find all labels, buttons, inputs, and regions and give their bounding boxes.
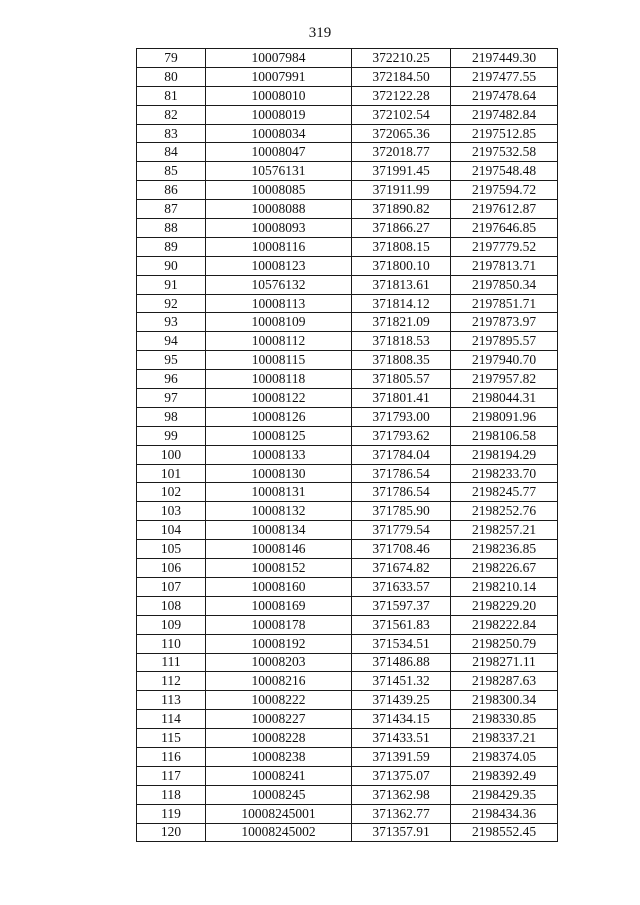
x-coordinate-cell: 372184.50 <box>352 67 451 86</box>
y-coordinate-cell: 2198250.79 <box>451 634 558 653</box>
point-id-cell: 10008047 <box>206 143 352 162</box>
table-row <box>137 747 558 766</box>
x-coordinate-cell: 371808.35 <box>352 351 451 370</box>
point-id-cell: 10008130 <box>206 464 352 483</box>
row-number-cell: 83 <box>137 124 206 143</box>
x-coordinate-cell: 371818.53 <box>352 332 451 351</box>
row-number-cell: 113 <box>137 691 206 710</box>
y-coordinate-cell: 2198245.77 <box>451 483 558 502</box>
x-coordinate-cell: 371362.77 <box>352 804 451 823</box>
table-row <box>137 181 558 200</box>
point-id-cell: 10008088 <box>206 200 352 219</box>
x-coordinate-cell: 371486.88 <box>352 653 451 672</box>
x-coordinate-cell: 371784.04 <box>352 445 451 464</box>
table-row <box>137 143 558 162</box>
row-number-cell: 119 <box>137 804 206 823</box>
x-coordinate-cell: 371375.07 <box>352 766 451 785</box>
row-number-cell: 91 <box>137 275 206 294</box>
row-number-cell: 88 <box>137 219 206 238</box>
y-coordinate-cell: 2198222.84 <box>451 615 558 634</box>
x-coordinate-cell: 371674.82 <box>352 559 451 578</box>
row-number-cell: 89 <box>137 237 206 256</box>
table-row <box>137 49 558 68</box>
table-row <box>137 219 558 238</box>
y-coordinate-cell: 2197957.82 <box>451 370 558 389</box>
row-number-cell: 95 <box>137 351 206 370</box>
y-coordinate-cell: 2198194.29 <box>451 445 558 464</box>
row-number-cell: 116 <box>137 747 206 766</box>
x-coordinate-cell: 371597.37 <box>352 596 451 615</box>
table-row <box>137 370 558 389</box>
table-row <box>137 634 558 653</box>
x-coordinate-cell: 371814.12 <box>352 294 451 313</box>
table-row <box>137 313 558 332</box>
y-coordinate-cell: 2198552.45 <box>451 823 558 842</box>
point-id-cell: 10008125 <box>206 426 352 445</box>
point-id-cell: 10008160 <box>206 577 352 596</box>
x-coordinate-cell: 371911.99 <box>352 181 451 200</box>
table-row <box>137 389 558 408</box>
table-row <box>137 502 558 521</box>
coordinates-table <box>136 48 558 842</box>
y-coordinate-cell: 2197478.64 <box>451 86 558 105</box>
x-coordinate-cell: 371433.51 <box>352 729 451 748</box>
row-number-cell: 93 <box>137 313 206 332</box>
table-row <box>137 124 558 143</box>
table-row <box>137 596 558 615</box>
point-id-cell: 10008132 <box>206 502 352 521</box>
point-id-cell: 10008192 <box>206 634 352 653</box>
row-number-cell: 102 <box>137 483 206 502</box>
row-number-cell: 81 <box>137 86 206 105</box>
table-row <box>137 86 558 105</box>
table-row <box>137 407 558 426</box>
x-coordinate-cell: 371890.82 <box>352 200 451 219</box>
point-id-cell: 10008034 <box>206 124 352 143</box>
point-id-cell: 10008222 <box>206 691 352 710</box>
point-id-cell: 10008113 <box>206 294 352 313</box>
table-row <box>137 483 558 502</box>
y-coordinate-cell: 2197482.84 <box>451 105 558 124</box>
point-id-cell: 10008019 <box>206 105 352 124</box>
row-number-cell: 97 <box>137 389 206 408</box>
x-coordinate-cell: 371391.59 <box>352 747 451 766</box>
point-id-cell: 10008116 <box>206 237 352 256</box>
x-coordinate-cell: 371451.32 <box>352 672 451 691</box>
row-number-cell: 92 <box>137 294 206 313</box>
y-coordinate-cell: 2198392.49 <box>451 766 558 785</box>
y-coordinate-cell: 2198434.36 <box>451 804 558 823</box>
table-row <box>137 445 558 464</box>
y-coordinate-cell: 2197873.97 <box>451 313 558 332</box>
table-row <box>137 521 558 540</box>
table-row <box>137 577 558 596</box>
y-coordinate-cell: 2197895.57 <box>451 332 558 351</box>
page-number: 319 <box>308 25 332 41</box>
point-id-cell: 10008093 <box>206 219 352 238</box>
x-coordinate-cell: 371357.91 <box>352 823 451 842</box>
y-coordinate-cell: 2198429.35 <box>451 785 558 804</box>
table-row <box>137 729 558 748</box>
point-id-cell: 10008146 <box>206 540 352 559</box>
point-id-cell: 10008178 <box>206 615 352 634</box>
x-coordinate-cell: 371785.90 <box>352 502 451 521</box>
x-coordinate-cell: 371808.15 <box>352 237 451 256</box>
row-number-cell: 108 <box>137 596 206 615</box>
row-number-cell: 100 <box>137 445 206 464</box>
y-coordinate-cell: 2197851.71 <box>451 294 558 313</box>
y-coordinate-cell: 2197813.71 <box>451 256 558 275</box>
row-number-cell: 115 <box>137 729 206 748</box>
table-row <box>137 294 558 313</box>
y-coordinate-cell: 2197512.85 <box>451 124 558 143</box>
row-number-cell: 84 <box>137 143 206 162</box>
y-coordinate-cell: 2198091.96 <box>451 407 558 426</box>
table-row <box>137 351 558 370</box>
table-row <box>137 540 558 559</box>
x-coordinate-cell: 371708.46 <box>352 540 451 559</box>
y-coordinate-cell: 2198330.85 <box>451 710 558 729</box>
x-coordinate-cell: 371813.61 <box>352 275 451 294</box>
row-number-cell: 99 <box>137 426 206 445</box>
y-coordinate-cell: 2197449.30 <box>451 49 558 68</box>
y-coordinate-cell: 2198252.76 <box>451 502 558 521</box>
table-row <box>137 559 558 578</box>
y-coordinate-cell: 2198044.31 <box>451 389 558 408</box>
row-number-cell: 110 <box>137 634 206 653</box>
point-id-cell: 10008169 <box>206 596 352 615</box>
x-coordinate-cell: 371434.15 <box>352 710 451 729</box>
table-row <box>137 237 558 256</box>
x-coordinate-cell: 371786.54 <box>352 483 451 502</box>
x-coordinate-cell: 371793.62 <box>352 426 451 445</box>
point-id-cell: 10008152 <box>206 559 352 578</box>
point-id-cell: 10008238 <box>206 747 352 766</box>
y-coordinate-cell: 2197532.58 <box>451 143 558 162</box>
x-coordinate-cell: 371805.57 <box>352 370 451 389</box>
point-id-cell: 10008109 <box>206 313 352 332</box>
row-number-cell: 117 <box>137 766 206 785</box>
point-id-cell: 10008245 <box>206 785 352 804</box>
y-coordinate-cell: 2198300.34 <box>451 691 558 710</box>
row-number-cell: 103 <box>137 502 206 521</box>
point-id-cell: 10008133 <box>206 445 352 464</box>
point-id-cell: 10008122 <box>206 389 352 408</box>
table-body <box>137 49 558 842</box>
x-coordinate-cell: 371991.45 <box>352 162 451 181</box>
point-id-cell: 10008245002 <box>206 823 352 842</box>
point-id-cell: 10008126 <box>206 407 352 426</box>
x-coordinate-cell: 371779.54 <box>352 521 451 540</box>
x-coordinate-cell: 371786.54 <box>352 464 451 483</box>
table-row <box>137 67 558 86</box>
point-id-cell: 10008118 <box>206 370 352 389</box>
row-number-cell: 120 <box>137 823 206 842</box>
row-number-cell: 94 <box>137 332 206 351</box>
x-coordinate-cell: 371362.98 <box>352 785 451 804</box>
table-row <box>137 672 558 691</box>
y-coordinate-cell: 2198287.63 <box>451 672 558 691</box>
y-coordinate-cell: 2198226.67 <box>451 559 558 578</box>
table-row <box>137 426 558 445</box>
x-coordinate-cell: 372065.36 <box>352 124 451 143</box>
row-number-cell: 80 <box>137 67 206 86</box>
x-coordinate-cell: 372210.25 <box>352 49 451 68</box>
row-number-cell: 86 <box>137 181 206 200</box>
y-coordinate-cell: 2198233.70 <box>451 464 558 483</box>
x-coordinate-cell: 372018.77 <box>352 143 451 162</box>
y-coordinate-cell: 2198229.20 <box>451 596 558 615</box>
table-row <box>137 653 558 672</box>
table-row <box>137 615 558 634</box>
point-id-cell: 10007984 <box>206 49 352 68</box>
table-row <box>137 162 558 181</box>
row-number-cell: 101 <box>137 464 206 483</box>
table-row <box>137 691 558 710</box>
row-number-cell: 96 <box>137 370 206 389</box>
x-coordinate-cell: 371633.57 <box>352 577 451 596</box>
x-coordinate-cell: 371866.27 <box>352 219 451 238</box>
point-id-cell: 10008245001 <box>206 804 352 823</box>
point-id-cell: 10007991 <box>206 67 352 86</box>
y-coordinate-cell: 2197646.85 <box>451 219 558 238</box>
row-number-cell: 109 <box>137 615 206 634</box>
row-number-cell: 85 <box>137 162 206 181</box>
table-row <box>137 785 558 804</box>
point-id-cell: 10008123 <box>206 256 352 275</box>
point-id-cell: 10008115 <box>206 351 352 370</box>
y-coordinate-cell: 2198271.11 <box>451 653 558 672</box>
row-number-cell: 112 <box>137 672 206 691</box>
table-row <box>137 105 558 124</box>
y-coordinate-cell: 2198106.58 <box>451 426 558 445</box>
point-id-cell: 10008216 <box>206 672 352 691</box>
row-number-cell: 87 <box>137 200 206 219</box>
point-id-cell: 10008112 <box>206 332 352 351</box>
row-number-cell: 107 <box>137 577 206 596</box>
x-coordinate-cell: 371800.10 <box>352 256 451 275</box>
x-coordinate-cell: 371561.83 <box>352 615 451 634</box>
y-coordinate-cell: 2198236.85 <box>451 540 558 559</box>
row-number-cell: 79 <box>137 49 206 68</box>
point-id-cell: 10576131 <box>206 162 352 181</box>
y-coordinate-cell: 2197779.52 <box>451 237 558 256</box>
point-id-cell: 10008203 <box>206 653 352 672</box>
x-coordinate-cell: 371801.41 <box>352 389 451 408</box>
table-row <box>137 766 558 785</box>
point-id-cell: 10008085 <box>206 181 352 200</box>
table-row <box>137 710 558 729</box>
row-number-cell: 98 <box>137 407 206 426</box>
table-row <box>137 256 558 275</box>
x-coordinate-cell: 372122.28 <box>352 86 451 105</box>
row-number-cell: 105 <box>137 540 206 559</box>
y-coordinate-cell: 2197850.34 <box>451 275 558 294</box>
y-coordinate-cell: 2197594.72 <box>451 181 558 200</box>
row-number-cell: 114 <box>137 710 206 729</box>
x-coordinate-cell: 371793.00 <box>352 407 451 426</box>
table-row <box>137 823 558 842</box>
x-coordinate-cell: 372102.54 <box>352 105 451 124</box>
x-coordinate-cell: 371439.25 <box>352 691 451 710</box>
row-number-cell: 106 <box>137 559 206 578</box>
table-row <box>137 332 558 351</box>
point-id-cell: 10008131 <box>206 483 352 502</box>
table-row <box>137 804 558 823</box>
y-coordinate-cell: 2198374.05 <box>451 747 558 766</box>
row-number-cell: 90 <box>137 256 206 275</box>
y-coordinate-cell: 2197548.48 <box>451 162 558 181</box>
row-number-cell: 104 <box>137 521 206 540</box>
y-coordinate-cell: 2197477.55 <box>451 67 558 86</box>
y-coordinate-cell: 2198210.14 <box>451 577 558 596</box>
y-coordinate-cell: 2198337.21 <box>451 729 558 748</box>
table-row <box>137 200 558 219</box>
point-id-cell: 10576132 <box>206 275 352 294</box>
row-number-cell: 82 <box>137 105 206 124</box>
point-id-cell: 10008228 <box>206 729 352 748</box>
x-coordinate-cell: 371534.51 <box>352 634 451 653</box>
point-id-cell: 10008227 <box>206 710 352 729</box>
point-id-cell: 10008241 <box>206 766 352 785</box>
row-number-cell: 111 <box>137 653 206 672</box>
y-coordinate-cell: 2197940.70 <box>451 351 558 370</box>
y-coordinate-cell: 2198257.21 <box>451 521 558 540</box>
y-coordinate-cell: 2197612.87 <box>451 200 558 219</box>
x-coordinate-cell: 371821.09 <box>352 313 451 332</box>
table-row <box>137 464 558 483</box>
point-id-cell: 10008134 <box>206 521 352 540</box>
table-row <box>137 275 558 294</box>
point-id-cell: 10008010 <box>206 86 352 105</box>
row-number-cell: 118 <box>137 785 206 804</box>
